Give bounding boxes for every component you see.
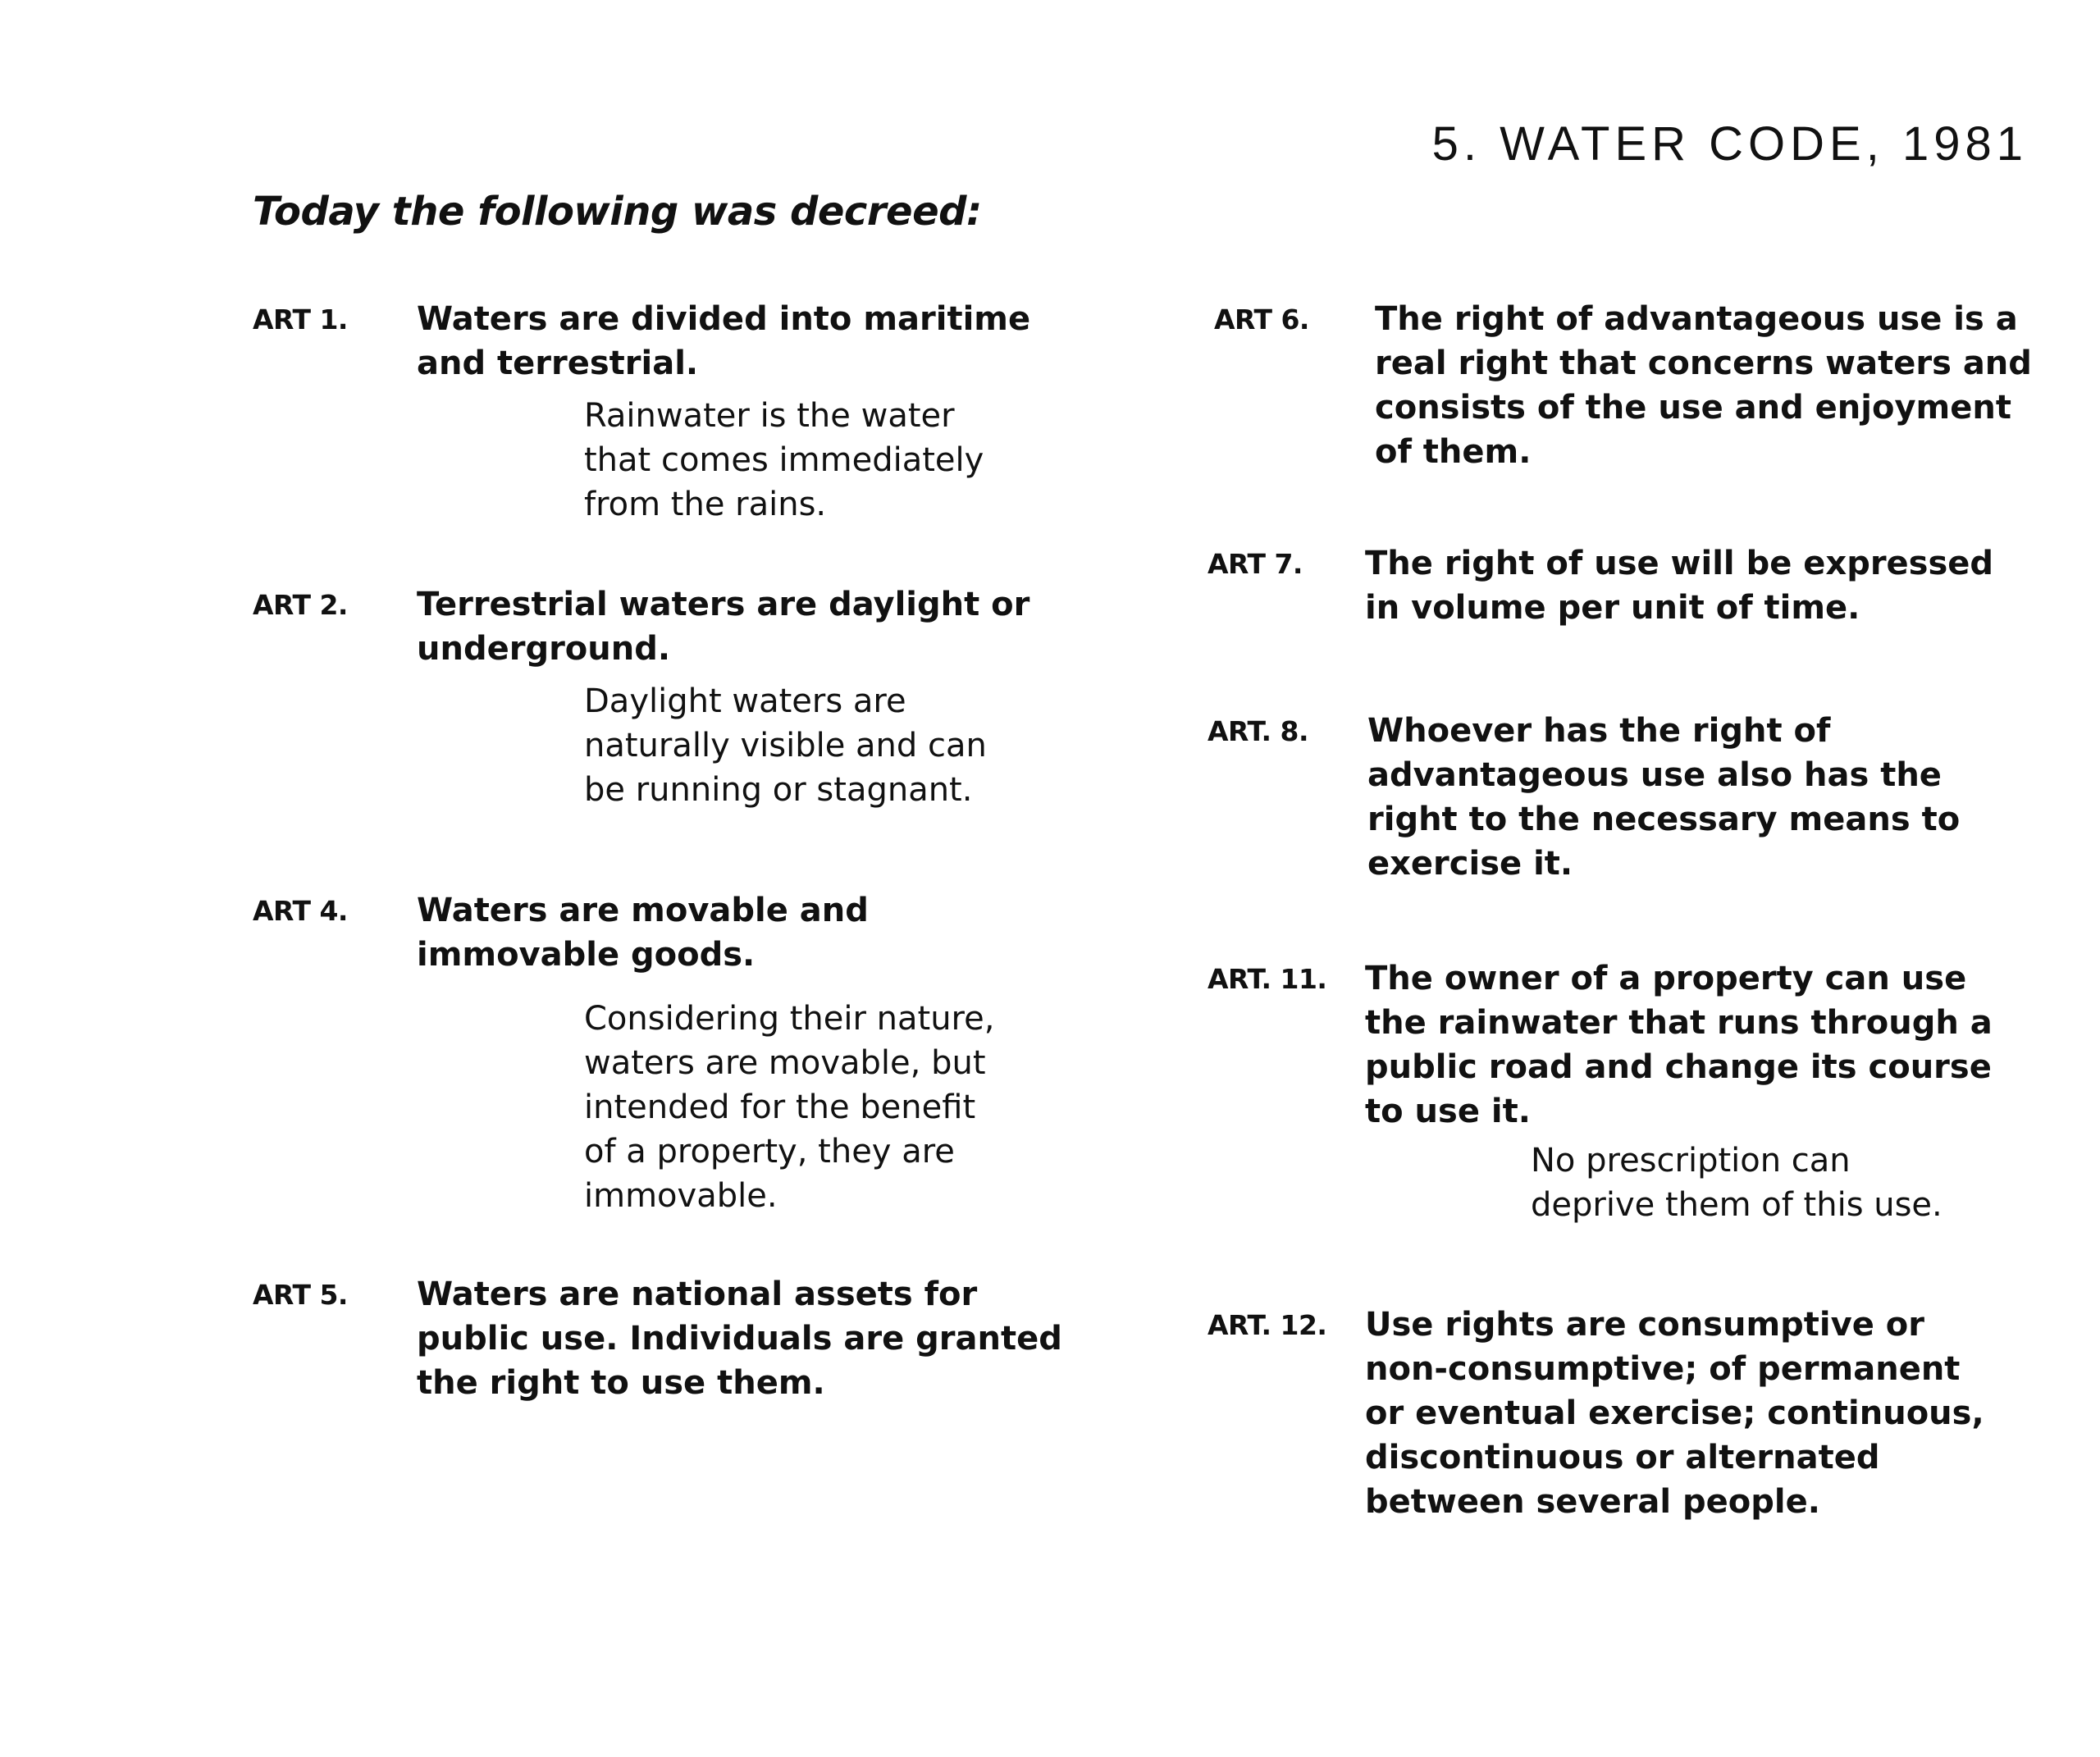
article-note: [584, 997, 994, 1218]
note-line: Considering their nature,: [584, 1000, 995, 1038]
article-text: [1365, 541, 1993, 630]
article-text: [417, 297, 1030, 386]
text-line: to use it.: [1365, 1093, 1531, 1130]
text-line: the right to use them.: [417, 1364, 825, 1402]
article-note: [1531, 1139, 1942, 1227]
text-line: Waters are divided into maritime: [417, 300, 1031, 338]
text-line: underground.: [417, 630, 671, 668]
text-line: immovable goods.: [417, 936, 756, 974]
note-line: No prescription can: [1531, 1142, 1851, 1180]
article-label: ART 6.: [1214, 303, 1309, 335]
text-line: and terrestrial.: [417, 345, 699, 382]
article-note: [584, 679, 987, 812]
text-line: right to the necessary means to: [1367, 801, 1961, 838]
article-text: [417, 582, 1029, 671]
text-line: discontinuous or alternated: [1365, 1439, 1880, 1476]
text-line: non-consumptive; of permanent: [1365, 1350, 1961, 1388]
text-line: the rainwater that runs through a: [1365, 1004, 1993, 1042]
note-line: be running or stagnant.: [584, 771, 973, 809]
note-line: deprive them of this use.: [1531, 1186, 1942, 1224]
text-line: real right that concerns waters and: [1375, 345, 2032, 382]
text-line: Use rights are consumptive or: [1365, 1306, 1924, 1344]
text-line: public use. Individuals are granted: [417, 1320, 1062, 1358]
text-line: consists of the use and enjoyment: [1375, 389, 2011, 427]
article-label: ART. 12.: [1208, 1309, 1327, 1341]
text-line: Waters are national assets for: [417, 1276, 978, 1313]
text-line: Waters are movable and: [417, 892, 869, 929]
article-note: [584, 394, 984, 527]
text-line: The right of advantageous use is a: [1375, 300, 2018, 338]
text-line: public road and change its course: [1365, 1048, 1992, 1086]
article-label: ART. 8.: [1208, 715, 1308, 747]
text-line: advantageous use also has the: [1367, 756, 1942, 794]
article-label: ART. 11.: [1208, 963, 1327, 995]
article-label: ART 2.: [253, 589, 348, 621]
note-line: waters are movable, but: [584, 1044, 986, 1082]
article-text: [417, 1272, 1062, 1405]
page-title: 5. WATER CODE, 1981: [1431, 117, 2028, 171]
note-line: Daylight waters are: [584, 682, 906, 720]
text-line: or eventual exercise; continuous,: [1365, 1394, 1984, 1432]
note-line: from the rains.: [584, 486, 827, 523]
article-text: [1375, 297, 2032, 474]
article-text: [1365, 956, 1993, 1134]
article-label: ART 7.: [1208, 548, 1303, 580]
text-line: Whoever has the right of: [1367, 712, 1831, 750]
note-line: naturally visible and can: [584, 727, 987, 764]
article-text: [1367, 709, 1960, 886]
text-line: The right of use will be expressed: [1365, 545, 1994, 582]
note-line: immovable.: [584, 1177, 778, 1215]
article-label: ART 1.: [253, 303, 348, 335]
article-text: [1365, 1303, 1984, 1524]
text-line: The owner of a property can use: [1365, 960, 1967, 997]
note-line: Rainwater is the water: [584, 397, 955, 435]
intro-heading: Today the following was decreed:: [253, 189, 982, 235]
article-label: ART 4.: [253, 895, 348, 927]
note-line: of a property, they are: [584, 1133, 955, 1171]
text-line: Terrestrial waters are daylight or: [417, 586, 1030, 623]
text-line: exercise it.: [1367, 845, 1573, 883]
note-line: intended for the benefit: [584, 1088, 976, 1126]
text-line: in volume per unit of time.: [1365, 589, 1860, 627]
text-line: between several people.: [1365, 1483, 1820, 1521]
note-line: that comes immediately: [584, 441, 984, 479]
text-line: of them.: [1375, 433, 1532, 471]
article-text: [417, 888, 869, 977]
article-label: ART 5.: [253, 1279, 348, 1311]
